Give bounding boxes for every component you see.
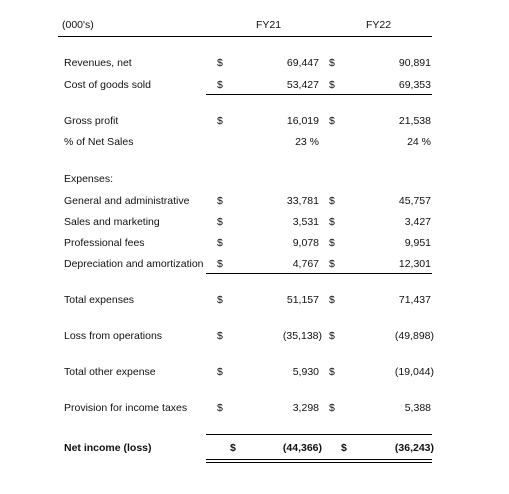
currency-symbol: $ xyxy=(329,294,335,306)
value-fy21: (35,138) xyxy=(282,330,322,342)
row-label: Sales and marketing xyxy=(64,216,160,228)
value-fy21: 53,427 xyxy=(286,79,319,91)
row-label: Depreciation and amortization xyxy=(64,258,204,270)
currency-symbol: $ xyxy=(329,79,335,91)
currency-symbol: $ xyxy=(329,115,335,127)
header-underline xyxy=(58,36,432,37)
value-fy22: 69,353 xyxy=(398,79,431,91)
currency-symbol: $ xyxy=(217,57,223,69)
row-label: % of Net Sales xyxy=(64,136,134,148)
row-label: Loss from operations xyxy=(64,330,163,342)
currency-symbol: $ xyxy=(217,195,223,207)
value-fy21: 23 % xyxy=(295,136,319,148)
value-fy21: 3,531 xyxy=(292,216,319,228)
row-label: Total other expense xyxy=(64,366,156,378)
value-fy21: 33,781 xyxy=(286,195,319,207)
currency-symbol: $ xyxy=(217,330,223,342)
subtotal-rule-fy21 xyxy=(206,94,319,95)
currency-symbol: $ xyxy=(329,330,335,342)
row-label: Cost of goods sold xyxy=(64,79,151,91)
value-fy21: 16,019 xyxy=(286,115,319,127)
row-label: Gross profit xyxy=(64,115,119,127)
currency-symbol: $ xyxy=(329,216,335,228)
value-fy21: 69,447 xyxy=(286,57,319,69)
row-label: Revenues, net xyxy=(64,57,132,69)
value-fy21: (44,366) xyxy=(282,442,322,454)
total-rule-fy22 xyxy=(319,434,432,435)
subtotal-rule-fy22 xyxy=(319,273,432,274)
currency-symbol: $ xyxy=(329,402,335,414)
column-header-fy21: FY21 xyxy=(256,19,282,31)
value-fy22: (36,243) xyxy=(394,442,434,454)
double-underline-fy21-top xyxy=(206,459,319,460)
value-fy22: 5,388 xyxy=(404,402,431,414)
value-fy21: 9,078 xyxy=(292,237,319,249)
value-fy22: (19,044) xyxy=(394,366,434,378)
value-fy22: 45,757 xyxy=(398,195,431,207)
currency-symbol: $ xyxy=(217,115,223,127)
column-header-fy22: FY22 xyxy=(366,19,392,31)
currency-symbol: $ xyxy=(217,216,223,228)
currency-symbol: $ xyxy=(217,294,223,306)
value-fy22: 9,951 xyxy=(404,237,431,249)
value-fy22: 3,427 xyxy=(404,216,431,228)
currency-symbol: $ xyxy=(329,237,335,249)
row-label: Professional fees xyxy=(64,237,145,249)
currency-symbol: $ xyxy=(329,258,335,270)
value-fy22: (49,898) xyxy=(394,330,434,342)
value-fy22: 71,437 xyxy=(398,294,431,306)
currency-symbol: $ xyxy=(329,57,335,69)
value-fy22: 24 % xyxy=(407,136,431,148)
row-label: General and administrative xyxy=(64,195,190,207)
row-label: Provision for income taxes xyxy=(64,402,188,414)
currency-symbol: $ xyxy=(217,79,223,91)
currency-symbol: $ xyxy=(217,402,223,414)
currency-symbol: $ xyxy=(329,366,335,378)
value-fy22: 90,891 xyxy=(398,57,431,69)
currency-symbol: $ xyxy=(230,442,236,454)
double-underline-fy21-bottom xyxy=(206,462,319,463)
currency-symbol: $ xyxy=(217,237,223,249)
value-fy21: 3,298 xyxy=(292,402,319,414)
value-fy21: 51,157 xyxy=(286,294,319,306)
double-underline-fy22-top xyxy=(319,459,432,460)
currency-symbol: $ xyxy=(217,258,223,270)
currency-symbol: $ xyxy=(329,195,335,207)
units-header: (000's) xyxy=(62,19,94,31)
row-label: Total expenses xyxy=(64,294,135,306)
row-label: Net income (loss) xyxy=(64,442,152,454)
currency-symbol: $ xyxy=(217,366,223,378)
section-label: Expenses: xyxy=(64,173,114,185)
value-fy22: 21,538 xyxy=(398,115,431,127)
subtotal-rule-fy21 xyxy=(206,273,319,274)
currency-symbol: $ xyxy=(341,442,347,454)
double-underline-fy22-bottom xyxy=(319,462,432,463)
value-fy21: 5,930 xyxy=(292,366,319,378)
value-fy21: 4,767 xyxy=(292,258,319,270)
total-rule-fy21 xyxy=(206,434,319,435)
subtotal-rule-fy22 xyxy=(319,94,432,95)
value-fy22: 12,301 xyxy=(398,258,431,270)
